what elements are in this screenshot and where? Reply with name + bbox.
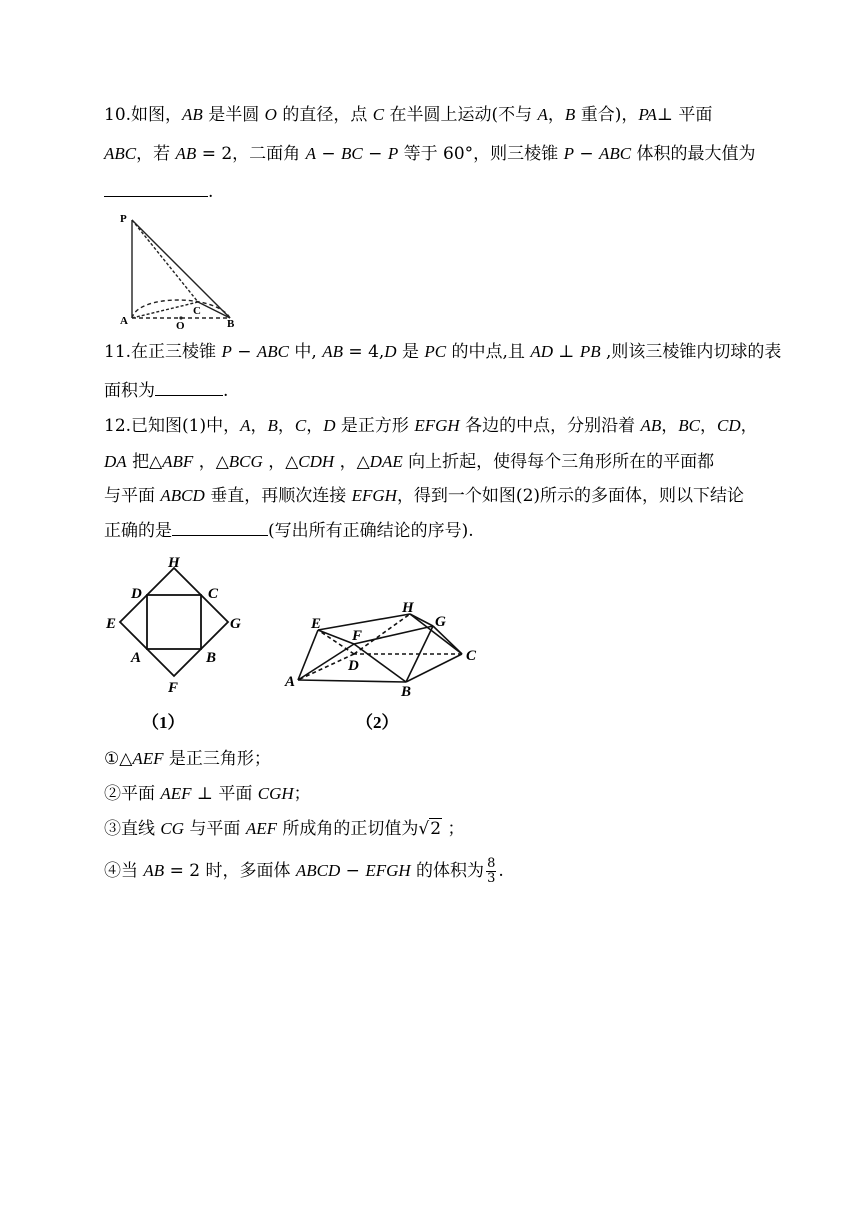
edge-gf (354, 626, 433, 644)
caption-1: （1） (142, 713, 185, 732)
label-a: A (120, 315, 128, 327)
q12-option-4: ④当 AB = 2 时，多面体 ABCD − EFGH 的体积为 $\frac{8}{3}$ . (104, 856, 504, 886)
q11-line-1: 11.在正三棱锥 P − ABC 中, AB = 4,D 是 PC 的中点,且 AD ⊥ PB ,则该三棱锥内切球的表 (104, 342, 782, 362)
fraction-8-3: $\frac{8}{3}$ (487, 856, 496, 886)
label-h: H (168, 555, 180, 571)
edge-af (298, 644, 354, 680)
label-d: D (348, 658, 359, 674)
q12-option-2: ②平面 AEF ⊥ 平面 CGH； (104, 784, 311, 804)
edge-ab (298, 680, 406, 682)
label-b: B (401, 684, 412, 700)
edge-ac (132, 302, 198, 318)
label-e: E (311, 616, 322, 632)
q12-line-1: 12.已知图(1)中，A，B，C，D 是正方形 EFGH 各边的中点，分别沿着 AB，BC，CD， (104, 416, 758, 436)
sqrt-2: √2 (418, 819, 442, 839)
label-d: D (131, 586, 142, 602)
q10-figure (110, 210, 242, 332)
edge-pb (132, 220, 230, 318)
label-b: B (206, 650, 217, 666)
edge-cb (198, 302, 230, 318)
label-p: P (120, 213, 127, 225)
q10-line-1: 10.如图，AB 是半圆 O 的直径，点 C 在半圆上运动(不与 A，B 重合)，PA⊥ 平面 (104, 105, 713, 125)
label-o: O (176, 320, 185, 332)
answer-blank (172, 519, 268, 536)
edge-pc (132, 220, 198, 302)
square-abcd (147, 595, 201, 649)
label-f: F (168, 680, 179, 696)
answer-blank (155, 379, 223, 396)
q12-line-4: 正确的是 (写出所有正确结论的序号). (104, 521, 474, 541)
caption-2: （2） (356, 713, 399, 732)
label-c: C (193, 305, 201, 317)
edge-bc (406, 654, 462, 682)
edge-bf (354, 644, 406, 682)
label-c: C (208, 586, 219, 602)
q12-option-1: ①△AEF 是正三角形； (104, 749, 271, 769)
q12-figure-1 (100, 550, 260, 740)
label-g: G (230, 616, 241, 632)
answer-blank (104, 180, 208, 197)
label-a: A (131, 650, 142, 666)
label-g: G (435, 614, 446, 630)
label-b: B (227, 318, 235, 330)
q12-figure-2 (280, 596, 490, 740)
edge-eh (318, 614, 410, 630)
edge-dh (354, 614, 410, 654)
q10-line-2: ABC，若 AB = 2，二面角 A − BC − P 等于 60°，则三棱锥 P − ABC 体积的最大值为 (104, 144, 756, 164)
q12-option-3: ③直线 CG 与平面 AEF 所成角的正切值为√2 ； (104, 819, 465, 839)
label-h: H (402, 600, 414, 616)
label-c: C (466, 648, 477, 664)
q11-line-2: 面积为 . (104, 381, 229, 401)
label-e: E (106, 616, 117, 632)
label-a: A (285, 674, 296, 690)
q10-line-3: . (104, 180, 213, 203)
q12-line-3: 与平面 ABCD 垂直，再顺次连接 EFGH，得到一个如图(2)所示的多面体，则以下结论 (104, 486, 745, 506)
q12-line-2: DA 把△ABF ，△BCG ，△CDH ，△DAE 向上折起，使得每个三角形所在的平面都 (104, 452, 715, 472)
label-f: F (352, 628, 363, 644)
